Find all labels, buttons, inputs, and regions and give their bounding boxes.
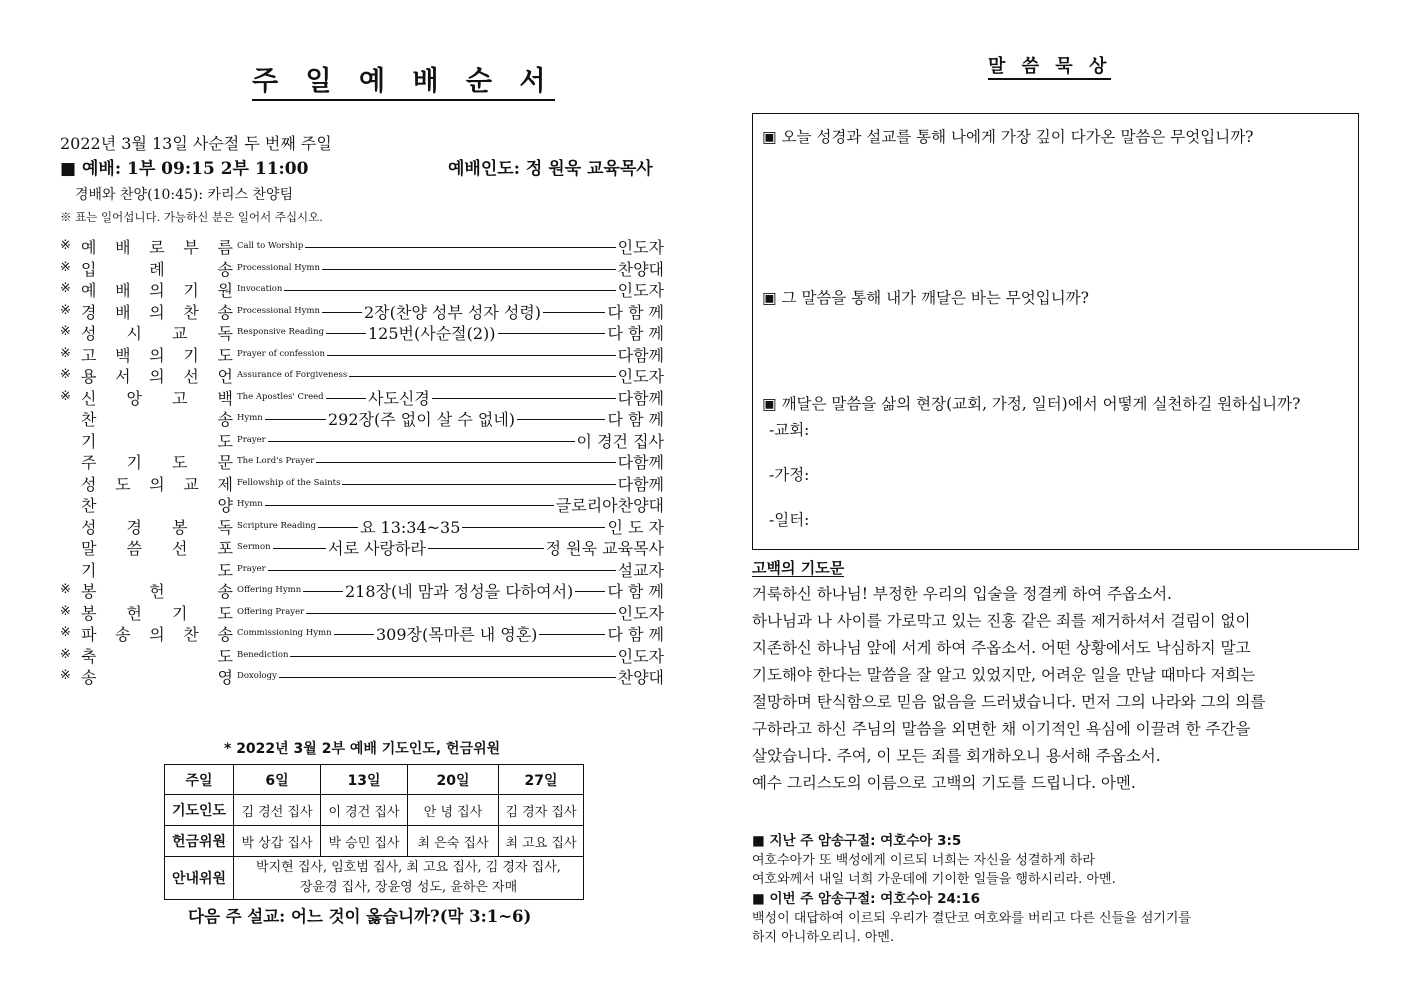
meditation-title: 말 씀 묵 상 (988, 56, 1111, 80)
duty-cell: 김 경자 집사 (499, 795, 584, 826)
duty-cell: 이 경건 집사 (321, 795, 408, 826)
duty-row-label: 안내위원 (165, 857, 234, 900)
name-char: 시 (126, 324, 142, 343)
name-char: 성 (81, 517, 97, 537)
order-item-leader: 다함께 (617, 450, 664, 473)
name-char: 송 (217, 410, 233, 429)
name-char: 성 (81, 324, 97, 343)
duty-cell: 최 은숙 집사 (408, 826, 499, 857)
duty-cell: 김 경선 집사 (234, 795, 321, 826)
name-char: 찬 (81, 496, 97, 515)
standing-mark: ※ (60, 603, 71, 619)
duty-row-label: 헌금위원 (165, 826, 234, 857)
name-char: 의 (149, 345, 165, 365)
duty-cell: 안 녕 집사 (408, 795, 499, 826)
date-line: 2022년 3월 13일 사순절 두 번째 주일 (60, 134, 332, 153)
name-char: 경 (81, 302, 97, 322)
standing-mark: ※ (60, 582, 71, 597)
name-char: 의 (149, 281, 165, 300)
leader-line (316, 462, 616, 463)
prayer-line: 지존하신 하나님 앞에 서게 하여 주옵소서. 어떤 상황에서도 낙심하지 말고 (752, 639, 1251, 657)
name-char: 말 (81, 539, 97, 558)
next-sermon: 다음 주 설교: 어느 것이 옳습니까?(막 3:1~6) (188, 907, 532, 926)
order-item-name (81, 300, 233, 323)
name-char: 선 (172, 539, 188, 558)
order-item-leader: 인도자 (617, 235, 664, 258)
name-char: 문 (217, 453, 233, 472)
name-char: 봉 (81, 603, 97, 623)
order-item-english: Hymn (237, 413, 263, 423)
name-char: 원 (217, 281, 233, 300)
name-char: 송 (217, 259, 233, 279)
name-char: 봉 (172, 517, 188, 537)
name-char: 도 (217, 345, 233, 365)
duty-row-offering (165, 826, 584, 857)
standing-mark: ※ (60, 646, 71, 662)
order-item-name (81, 622, 233, 645)
order-item-english: Benediction (237, 649, 289, 660)
name-char: 의 (149, 367, 165, 386)
order-item-name (81, 536, 233, 559)
name-char: 기 (172, 603, 188, 623)
name-char: 봉 (81, 582, 97, 601)
this-week-verse (752, 890, 1191, 947)
confession-title: 고백의 기도문 (752, 559, 845, 577)
order-item-english: Offering Hymn (237, 585, 302, 595)
order-item (60, 515, 664, 537)
order-item-detail: 2장(찬양 성부 성자 성령) (362, 300, 543, 323)
standing-mark: ※ (60, 345, 71, 361)
order-item-name (81, 558, 233, 581)
confession-prayer (752, 581, 1392, 797)
order-item-leader: 다 함 께 (606, 321, 664, 344)
prayer-line: 거룩하신 하나님! 부정한 우리의 입술을 정결케 하여 주옵소서. (752, 585, 1172, 603)
name-char: 송 (217, 582, 233, 601)
service-times: ■ 예배: 1부 09:15 2부 11:00 (60, 159, 309, 179)
order-item-english: Scripture Reading (237, 520, 317, 531)
order-item-detail: 218장(네 맘과 정성을 다하여서) (343, 579, 575, 602)
name-char: 고 (172, 388, 188, 408)
name-char: 도 (217, 603, 233, 623)
order-item-leader: 인도자 (617, 364, 664, 387)
page-title: 주 일 예 배 순 서 (252, 66, 555, 101)
order-item-english: The Lord's Prayer (237, 456, 315, 466)
name-char: 송 (81, 668, 97, 687)
order-item-name (81, 235, 233, 258)
prayer-line: 구하라고 하신 주님의 말씀을 외면한 채 이기적인 욕심에 이끌려 한 주간을 (752, 720, 1251, 738)
order-item-leader: 인도자 (617, 601, 664, 624)
order-item-detail: 125번(사순절(2)) (366, 321, 498, 344)
order-item-english: Prayer (237, 434, 266, 445)
name-char: 로 (149, 238, 165, 257)
order-item-leader: 설교자 (617, 558, 664, 581)
order-item-name (81, 579, 233, 602)
order-item-detail: 292장(주 없이 살 수 없네) (326, 407, 517, 430)
standing-mark: ※ (60, 259, 71, 275)
order-item (60, 472, 664, 494)
order-item (60, 343, 664, 365)
name-char: 포 (217, 539, 233, 558)
order-item (60, 450, 664, 472)
verse-line: 여호수아가 또 백성에게 이르되 너희는 자신을 성결하게 하라 (752, 853, 1095, 868)
order-item-english: Assurance of Forgiveness (237, 370, 348, 380)
leader-line (327, 355, 616, 356)
order-item (60, 493, 664, 515)
name-char: 성 (81, 474, 97, 494)
leader-line (322, 269, 616, 270)
duty-table (164, 764, 584, 900)
leader-line (268, 570, 616, 571)
leader-line (265, 505, 554, 506)
meditation-box (752, 113, 1359, 550)
order-item-name (81, 257, 233, 280)
name-char: 도 (217, 646, 233, 666)
order-item-english: Responsive Reading (237, 327, 325, 337)
order-item-name (81, 450, 233, 473)
name-char: 도 (217, 431, 233, 451)
order-list (60, 235, 664, 687)
order-item-leader: 이 경건 집사 (576, 429, 664, 452)
question-2: ▣ 그 말씀을 통해 내가 깨달은 바는 무엇입니까? (762, 289, 1089, 307)
name-char: 기 (81, 560, 97, 580)
name-char: 앙 (126, 388, 142, 408)
order-item (60, 386, 664, 408)
name-char: 의 (149, 474, 165, 494)
order-item-english: Call to Worship (237, 241, 304, 251)
order-item-leader: 찬양대 (617, 665, 664, 688)
order-item (60, 622, 664, 644)
order-item-name (81, 343, 233, 366)
order-item-name (81, 364, 233, 387)
name-char: 헌 (126, 603, 142, 623)
name-char: 기 (183, 281, 199, 300)
name-char: 독 (217, 324, 233, 343)
name-char: 배 (115, 281, 131, 300)
standing-mark: ※ (60, 281, 71, 296)
name-char: 파 (81, 625, 97, 644)
order-item-name (81, 472, 233, 495)
standing-mark: ※ (60, 324, 71, 339)
service-leader: 예배인도: 정 원욱 교육목사 (448, 159, 653, 179)
order-item-english: Offering Prayer (237, 606, 305, 617)
order-item-leader: 글로리아찬양대 (555, 493, 664, 516)
leader-line (268, 441, 575, 442)
leader-line (342, 484, 616, 485)
order-item-english: Prayer (237, 563, 266, 574)
answer-church-label: -교회: (769, 421, 810, 439)
verse-line: 백성이 대답하여 이르되 우리가 결단코 여호와를 버리고 다른 신들을 섬기기를 (752, 911, 1192, 926)
order-item (60, 257, 664, 279)
order-item (60, 364, 664, 386)
name-char: 교 (183, 474, 199, 494)
order-item-detail: 309장(목마른 내 영혼) (374, 622, 539, 645)
name-char: 찬 (183, 302, 199, 322)
standing-mark: ※ (60, 238, 71, 253)
leader-line (290, 656, 616, 657)
order-item-english: Sermon (237, 542, 271, 552)
duty-header: 6일 (234, 765, 321, 795)
name-char: 용 (81, 367, 97, 386)
standing-mark: ※ (60, 668, 71, 683)
prayer-line: 하나님과 나 사이를 가로막고 있는 진홍 같은 죄를 제거하셔서 걸림이 없이 (752, 612, 1251, 630)
order-item-leader: 찬양대 (617, 257, 664, 280)
standing-mark: ※ (60, 625, 71, 640)
order-item-leader: 다 함 께 (606, 300, 664, 323)
order-item-leader: 다함께 (617, 386, 664, 409)
order-item-english: Invocation (237, 284, 283, 294)
order-item-leader: 인 도 자 (606, 515, 664, 538)
answer-work-label: -일터: (769, 511, 810, 529)
name-char: 입 (81, 259, 97, 279)
duty-cell: 최 고요 집사 (499, 826, 584, 857)
name-char: 예 (81, 238, 97, 257)
name-char: 도 (172, 453, 188, 472)
order-item-name (81, 493, 233, 516)
answer-home-label: -가정: (769, 466, 810, 484)
name-char: 신 (81, 388, 97, 408)
order-item-name (81, 278, 233, 301)
name-char: 양 (217, 496, 233, 515)
name-char: 찬 (81, 410, 97, 429)
name-char: 백 (217, 388, 233, 408)
duty-cell: 박 상갑 집사 (234, 826, 321, 857)
duty-header-row (165, 765, 584, 795)
order-item-name (81, 515, 233, 538)
verse-heading: ■ 지난 주 암송구절: 여호수아 3:5 (752, 833, 962, 849)
order-item-name (81, 665, 233, 688)
name-char: 의 (149, 625, 165, 644)
order-item-detail: 서로 사랑하라 (326, 536, 428, 559)
order-item-name (81, 386, 233, 409)
name-char: 백 (115, 345, 131, 365)
order-item-english: The Apostles' Creed (237, 391, 324, 402)
standing-mark: ※ (60, 302, 71, 318)
name-char: 독 (217, 517, 233, 537)
order-item-english: Commissioning Hymn (237, 628, 332, 638)
order-item (60, 558, 664, 580)
name-char: 송 (217, 302, 233, 322)
order-item-english: Prayer of confession (237, 348, 325, 359)
name-char: 송 (217, 625, 233, 644)
name-char: 송 (115, 625, 131, 644)
name-char: 헌 (149, 582, 165, 601)
usher-names (234, 857, 584, 900)
name-char: 기 (183, 345, 199, 365)
order-item-english: Fellowship of the Saints (237, 477, 341, 488)
order-item-leader: 다 함 께 (606, 579, 664, 602)
praise-line: 경배와 찬양(10:45): 카리스 찬양팀 (75, 187, 294, 203)
order-item-name (81, 601, 233, 624)
name-char: 주 (81, 453, 97, 472)
verse-line: 하지 아니하오리니. 아멘. (752, 930, 895, 945)
order-item-english: Hymn (237, 499, 263, 509)
name-char: 선 (183, 367, 199, 386)
meditation-page (700, 0, 1403, 992)
order-item (60, 429, 664, 451)
prayer-line: 예수 그리스도의 이름으로 고백의 기도를 드립니다. 아멘. (752, 774, 1136, 792)
usher-line: 박지현 집사, 임호범 집사, 최 고요 집사, 김 경자 집사, (256, 860, 561, 875)
order-item-leader: 다함께 (617, 472, 664, 495)
name-char: 도 (217, 560, 233, 580)
verse-heading: ■ 이번 주 암송구절: 여호수아 24:16 (752, 891, 981, 907)
order-of-worship-page (0, 0, 700, 992)
order-item (60, 300, 664, 322)
order-item-leader: 정 원욱 교육목사 (545, 536, 664, 559)
usher-line: 장윤경 집사, 장윤영 성도, 윤하은 자매 (299, 880, 518, 895)
standing-mark: ※ (60, 367, 71, 382)
verse-line: 여호와께서 내일 너희 가운데에 기이한 일들을 행하시리라. 아멘. (752, 872, 1116, 887)
leader-line (305, 247, 616, 248)
last-week-verse (752, 832, 1116, 889)
order-item-english: Processional Hymn (237, 262, 320, 273)
order-item (60, 536, 664, 558)
duty-header: 20일 (408, 765, 499, 795)
duty-cell: 박 승민 집사 (321, 826, 408, 857)
duty-row-label: 기도인도 (165, 795, 234, 826)
name-char: 축 (81, 646, 97, 666)
duty-table-caption: * 2022년 3월 2부 예배 기도인도, 헌금위원 (224, 741, 501, 757)
name-char: 고 (81, 345, 97, 365)
name-char: 례 (149, 259, 165, 279)
order-item-name (81, 429, 233, 452)
order-item-name (81, 644, 233, 667)
leader-line (349, 376, 616, 377)
duty-header: 주일 (165, 765, 234, 795)
order-item (60, 601, 664, 623)
standing-mark: ※ (60, 388, 71, 404)
order-item-english: Doxology (237, 671, 277, 681)
name-char: 언 (217, 367, 233, 386)
name-char: 교 (172, 324, 188, 343)
order-item-detail: 요 13:34~35 (358, 515, 462, 538)
question-1: ▣ 오늘 성경과 설교를 통해 나에게 가장 깊이 다가온 말씀은 무엇입니까? (762, 128, 1254, 146)
order-item (60, 579, 664, 601)
order-item-english: Processional Hymn (237, 305, 320, 316)
name-char: 씀 (126, 539, 142, 558)
order-item-leader: 다 함 께 (606, 407, 664, 430)
name-char: 서 (115, 367, 131, 386)
name-char: 예 (81, 281, 97, 300)
leader-line (284, 290, 616, 291)
duty-header: 27일 (499, 765, 584, 795)
order-item-detail: 사도신경 (366, 386, 432, 409)
name-char: 배 (115, 238, 131, 257)
leader-line (306, 613, 616, 614)
order-item-name (81, 321, 233, 344)
name-char: 름 (217, 238, 233, 257)
order-item-leader: 다 함 께 (606, 622, 664, 645)
standing-note: ※ 표는 일어섭니다. 가능하신 분은 일어서 주십시오. (60, 210, 323, 224)
order-item (60, 235, 664, 257)
name-char: 배 (115, 302, 131, 322)
name-char: 영 (217, 668, 233, 687)
name-char: 부 (183, 238, 199, 257)
name-char: 찬 (183, 625, 199, 644)
prayer-line: 절망하며 탄식함으로 믿음 없음을 드러냈습니다. 먼저 그의 나라와 그의 의를 (752, 693, 1266, 711)
order-item-leader: 다함께 (617, 343, 664, 366)
name-char: 기 (126, 453, 142, 472)
question-3: ▣ 깨달은 말씀을 삶의 현장(교회, 가정, 일터)에서 어떻게 실천하길 원하십니까? (762, 395, 1301, 413)
prayer-line: 살았습니다. 주여, 이 모든 죄를 회개하오니 용서해 주옵소서. (752, 747, 1161, 765)
name-char: 기 (81, 431, 97, 451)
duty-row-ushers (165, 857, 584, 900)
order-item-leader: 인도자 (617, 278, 664, 301)
leader-line (279, 677, 616, 678)
name-char: 경 (126, 517, 142, 537)
order-item (60, 407, 664, 429)
name-char: 의 (149, 302, 165, 322)
prayer-line: 기도해야 한다는 말씀을 잘 알고 있었지만, 어려운 일을 만날 때마다 저희는 (752, 666, 1256, 684)
order-item-name (81, 407, 233, 430)
order-item (60, 665, 664, 687)
order-item-leader: 인도자 (617, 644, 664, 667)
order-item (60, 321, 664, 343)
duty-header: 13일 (321, 765, 408, 795)
name-char: 도 (115, 474, 131, 494)
duty-row-prayer (165, 795, 584, 826)
order-item (60, 278, 664, 300)
name-char: 제 (217, 474, 233, 494)
order-item (60, 644, 664, 666)
